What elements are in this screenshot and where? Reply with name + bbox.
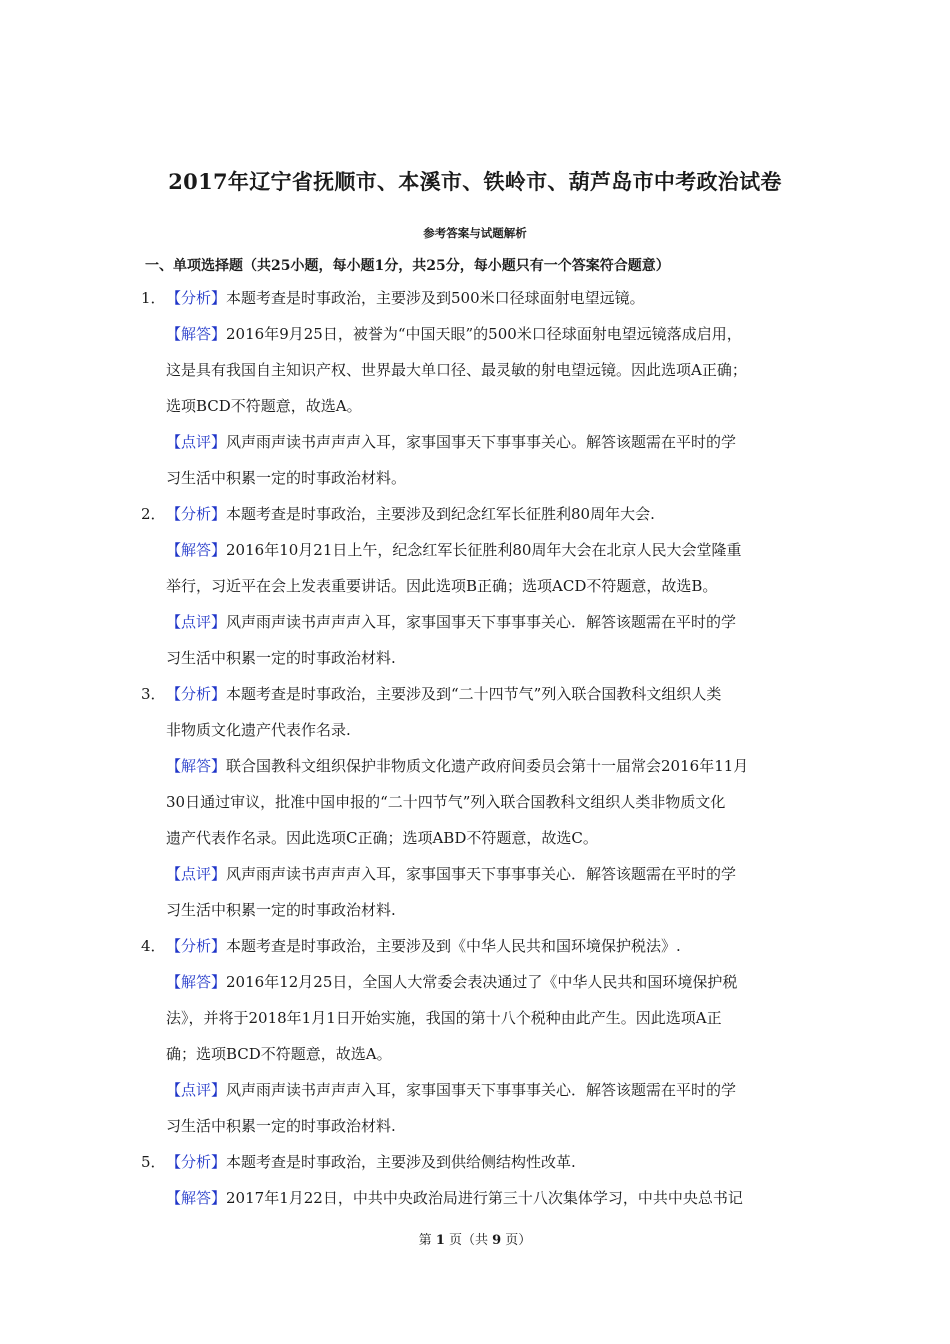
tag-label: 【分析】 xyxy=(166,1153,227,1171)
tag-label: 【解答】 xyxy=(166,757,227,775)
page-title: 2017年辽宁省抚顺市、本溪市、铁岭市、葫芦岛市中考政治试卷 xyxy=(168,169,782,194)
jieda-line: 30日通过审议，批准中国申报的“二十四节气”列入联合国教科文组织人类非物质文化 xyxy=(166,793,726,811)
tag-label: 【点评】 xyxy=(166,433,227,451)
tag-label: 【解答】 xyxy=(166,541,227,559)
tag-label: 【点评】 xyxy=(166,865,227,883)
tag-label: 【分析】 xyxy=(166,937,227,955)
jieda-line: 【解答】2017年1月22日，中共中央政治局进行第三十八次集体学习，中共中央总书记 xyxy=(166,1189,743,1207)
dianping-line: 习生活中积累一定的时事政治材料。 xyxy=(166,469,407,487)
question-number: 2． xyxy=(141,505,166,523)
jieda-line: 这是具有我国自主知识产权、世界最大单口径、最灵敏的射电望远镜。因此选项A正确； xyxy=(166,361,747,379)
question-number: 3． xyxy=(141,685,166,703)
dianping-line: 【点评】风声雨声读书声声声入耳，家事国事天下事事事关心。解答该题需在平时的学 xyxy=(166,433,737,451)
jieda-line: 【解答】2016年10月21日上午，纪念红军长征胜利80周年大会在北京人民大会堂隆重 xyxy=(166,541,742,559)
dianping-line: 【点评】风声雨声读书声声声入耳，家事国事天下事事事关心．解答该题需在平时的学 xyxy=(166,613,737,631)
jieda-line: 【解答】联合国教科文组织保护非物质文化遗产政府间委员会第十一届常会2016年11月 xyxy=(166,757,749,775)
section-heading: 一、单项选择题（共25小题，每小题1分，共25分，每小题只有一个答案符合题意） xyxy=(145,258,670,274)
tag-label: 【分析】 xyxy=(166,505,227,523)
page-number: 1 xyxy=(435,1233,445,1248)
tag-label: 【点评】 xyxy=(166,1081,227,1099)
jieda-line: 法》，并将于2018年1月1日开始实施，我国的第十八个税种由此产生。因此选项A正 xyxy=(166,1009,722,1027)
tag-label: 【分析】 xyxy=(166,289,227,307)
tag-label: 【解答】 xyxy=(166,973,227,991)
page-total: 9 xyxy=(492,1233,502,1248)
dianping-line: 习生活中积累一定的时事政治材料. xyxy=(166,1117,396,1135)
fenxi-line: 【分析】本题考查是时事政治，主要涉及到纪念红军长征胜利80周年大会. xyxy=(166,505,655,523)
tag-label: 【分析】 xyxy=(166,685,227,703)
jieda-line: 【解答】2016年9月25日，被誉为“中国天眼”的500米口径球面射电望远镜落成启用， xyxy=(166,325,742,343)
question-number: 4． xyxy=(141,937,166,955)
dianping-line: 习生活中积累一定的时事政治材料. xyxy=(166,649,396,667)
jieda-line: 遗产代表作名录。因此选项C正确；选项ABD不符题意，故选C。 xyxy=(166,829,598,847)
question-number: 5． xyxy=(141,1153,166,1171)
fenxi-line: 【分析】本题考查是时事政治，主要涉及到“二十四节气”列入联合国教科文组织人类 xyxy=(166,685,722,703)
fenxi-line: 非物质文化遗产代表作名录. xyxy=(166,721,351,739)
question-number: 1． xyxy=(141,289,166,307)
tag-label: 【点评】 xyxy=(166,613,227,631)
dianping-line: 【点评】风声雨声读书声声声入耳，家事国事天下事事事关心．解答该题需在平时的学 xyxy=(166,1081,737,1099)
tag-label: 【解答】 xyxy=(166,325,227,343)
fenxi-line: 【分析】本题考查是时事政治，主要涉及到供给侧结构性改革. xyxy=(166,1153,576,1171)
jieda-line: 确；选项BCD不符题意，故选A。 xyxy=(166,1045,392,1063)
jieda-line: 举行，习近平在会上发表重要讲话。因此选项B正确；选项ACD不符题意，故选B。 xyxy=(166,577,718,595)
fenxi-line: 【分析】本题考查是时事政治，主要涉及到《中华人民共和国环境保护税法》. xyxy=(166,937,681,955)
dianping-line: 【点评】风声雨声读书声声声入耳，家事国事天下事事事关心．解答该题需在平时的学 xyxy=(166,865,737,883)
page-footer: 第 1 页（共 9 页） xyxy=(418,1233,532,1248)
fenxi-line: 【分析】本题考查是时事政治，主要涉及到500米口径球面射电望远镜。 xyxy=(166,289,645,307)
dianping-line: 习生活中积累一定的时事政治材料. xyxy=(166,901,396,919)
jieda-line: 【解答】2016年12月25日，全国人大常委会表决通过了《中华人民共和国环境保护税 xyxy=(166,973,738,991)
subtitle: 参考答案与试题解析 xyxy=(423,226,527,240)
jieda-line: 选项BCD不符题意，故选A。 xyxy=(166,397,362,415)
tag-label: 【解答】 xyxy=(166,1189,227,1207)
